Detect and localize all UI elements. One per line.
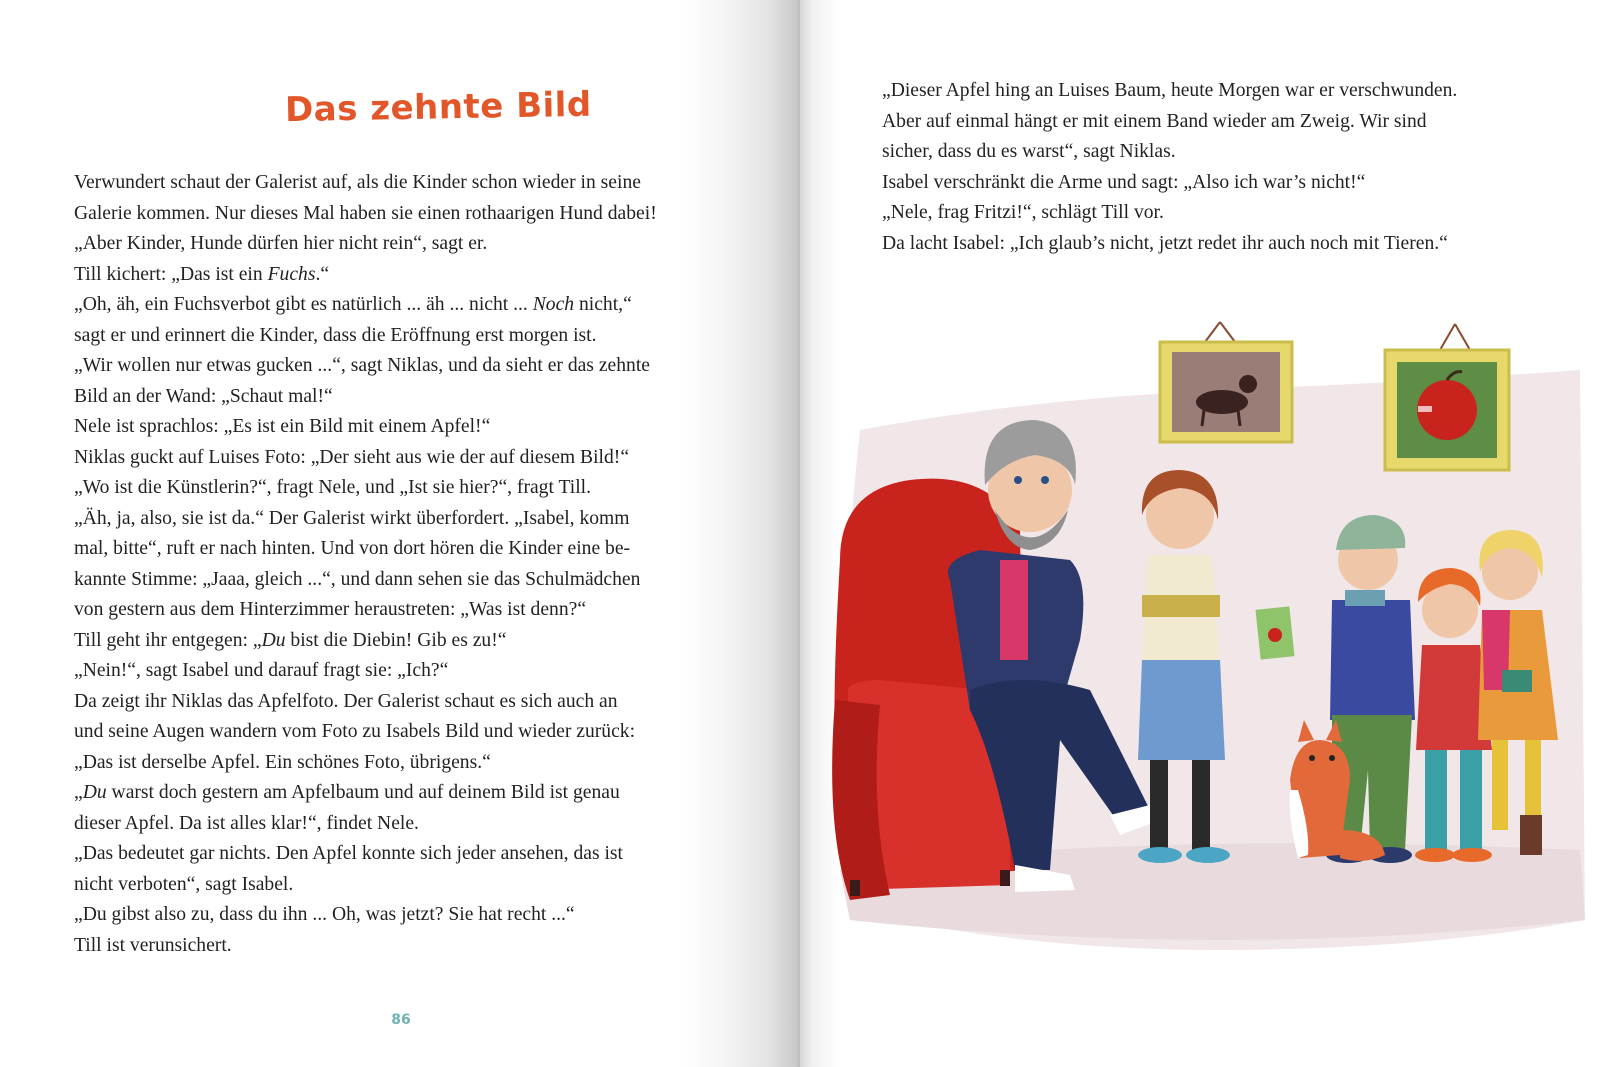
left-text-line: Nele ist sprachlos: „Es ist ein Bild mit einem Apfel!“ (74, 416, 491, 437)
left-text-line: Galerie kommen. Nur dieses Mal haben sie einen rothaarigen Hund dabei! (74, 202, 657, 224)
left-text-line: „Du gibst also zu, dass du ihn ... Oh, was jetzt? Sie hat recht ...“ (74, 904, 575, 925)
text-segment: warst doch gestern am Apfelbaum und auf deinem Bild ist genau (106, 782, 620, 803)
left-text-line: Niklas guckt auf Luises Foto: „Der sieht aus wie der auf diesem Bild!“ (74, 446, 630, 468)
left-text-line: kannte Stimme: „Jaaa, gleich ...“, und dann sehen sie das Schulmädchen (74, 568, 641, 590)
left-text-line (74, 778, 734, 809)
italic-text: Fuchs (267, 263, 316, 285)
right-text-line: „Dieser Apfel hing an Luises Baum, heute Morgen war er verschwunden. (882, 80, 1458, 101)
text-segment: bist die Diebin! Gib es zu!“ (285, 629, 507, 651)
text-segment: .“ (315, 263, 330, 285)
left-text-line (74, 290, 734, 321)
left-text-line: „Wir wollen nur etwas gucken ...“, sagt Niklas, und da sieht er das zehnte (74, 355, 650, 376)
right-text-line: „Nele, frag Fritzi!“, schlägt Till vor. (882, 202, 1164, 223)
text-segment: nicht,“ (574, 294, 632, 315)
left-text-line (74, 260, 734, 291)
left-text-line: „Wo ist die Künstlerin?“, fragt Nele, und „Ist sie hier?“, fragt Till. (74, 477, 591, 498)
gallery-illustration (820, 310, 1590, 970)
left-text-line: „Das bedeutet gar nichts. Den Apfel konnte sich jeder ansehen, das ist (74, 843, 623, 864)
left-text-line: sagt er und erinnert die Kinder, dass die Eröffnung erst morgen ist. (74, 324, 597, 346)
italic-text: Du (261, 629, 286, 651)
left-text-line: „Aber Kinder, Hunde dürfen hier nicht rein“, sagt er. (74, 233, 488, 254)
left-text-line: mal, bitte“, ruft er nach hinten. Und von dort hören die Kinder eine be- (74, 538, 631, 559)
right-text-line: Da lacht Isabel: „Ich glaub’s nicht, jetzt redet ihr auch noch mit Tieren.“ (882, 232, 1448, 254)
right-text-line: Isabel verschränkt die Arme und sagt: „Also ich war’s nicht!“ (882, 171, 1366, 193)
text-segment: Till geht ihr entgegen: „ (74, 629, 262, 651)
framed-picture-animal (1160, 322, 1292, 442)
italic-text: Noch (532, 294, 575, 315)
right-body-text (882, 76, 1552, 259)
left-text-line (74, 626, 734, 657)
left-text-line: Till ist verunsichert. (74, 934, 232, 956)
left-text-line: „Nein!“, sagt Isabel und darauf fragt sie: „Ich?“ (74, 660, 449, 681)
left-text-line: Bild an der Wand: „Schaut mal!“ (74, 385, 333, 407)
text-segment: Till kichert: „Das ist ein (74, 263, 268, 285)
left-text-line: Verwundert schaut der Galerist auf, als die Kinder schon wieder in seine (74, 172, 641, 193)
right-text-line: sicher, dass du es warst“, sagt Niklas. (882, 141, 1176, 162)
page-number: 86 (391, 1012, 411, 1028)
text-segment: „ (74, 782, 83, 803)
framed-picture-apple (1385, 324, 1509, 470)
left-body-text (74, 168, 734, 961)
italic-text: Du (82, 782, 107, 803)
text-segment: „Oh, äh, ein Fuchsverbot gibt es natürlich ... äh ... nicht ... (74, 294, 533, 315)
left-text-line: dieser Apfel. Da ist alles klar!“, findet Nele. (74, 812, 419, 834)
left-text-line: nicht verboten“, sagt Isabel. (74, 873, 294, 895)
left-text-line: Da zeigt ihr Niklas das Apfelfoto. Der Galerist schaut es sich auch an (74, 690, 618, 712)
left-text-line: und seine Augen wandern vom Foto zu Isabels Bild und wieder zurück: (74, 721, 636, 742)
chapter-title: Das zehnte Bild (284, 84, 593, 131)
left-text-line: „Das ist derselbe Apfel. Ein schönes Foto, übrigens.“ (74, 751, 491, 773)
left-text-line: „Äh, ja, also, sie ist da.“ Der Galerist wirkt überfordert. „Isabel, komm (74, 507, 630, 529)
right-text-line: Aber auf einmal hängt er mit einem Band wieder am Zweig. Wir sind (882, 110, 1427, 132)
left-text-line: von gestern aus dem Hinterzimmer heraustreten: „Was ist denn?“ (74, 599, 587, 620)
